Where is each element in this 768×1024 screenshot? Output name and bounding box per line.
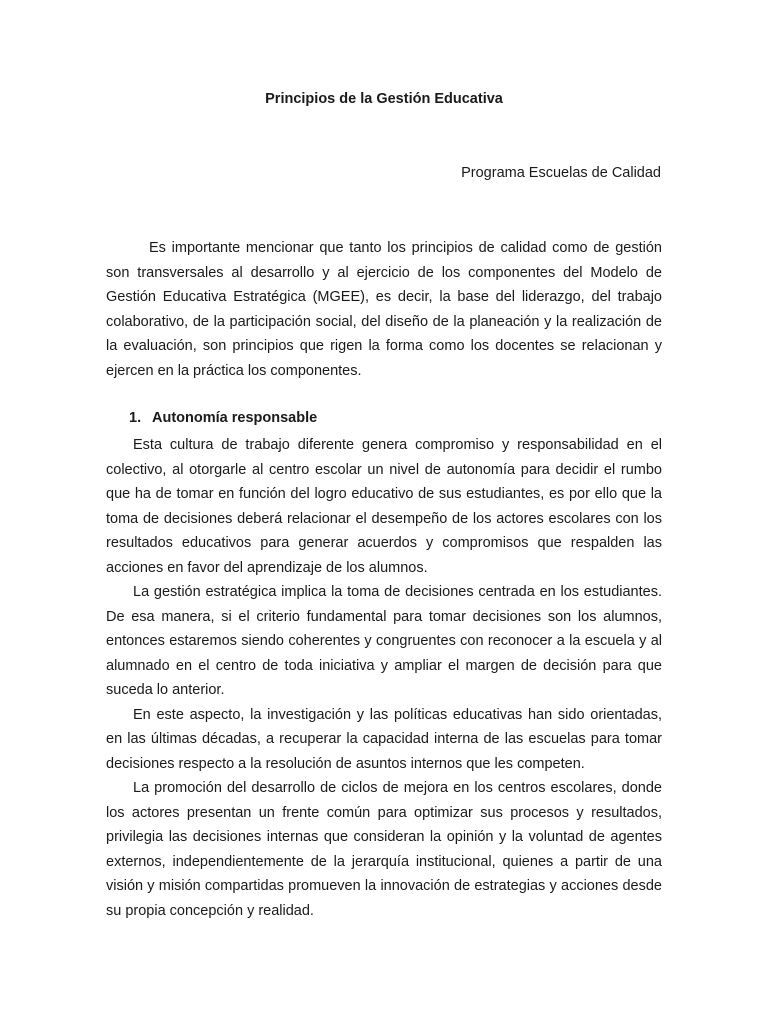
section-paragraph: En este aspecto, la investigación y las políticas educativas han sido orientadas, en las últimas décadas, a recuperar la capacidad interna de las escuelas para tomar decisiones respecto a la resolución de asuntos internos que les competen. <box>106 706 662 772</box>
section-heading <box>129 410 317 426</box>
document-title: Principios de la Gestión Educativa <box>265 91 503 107</box>
section-paragraph: La promoción del desarrollo de ciclos de mejora en los centros escolares, donde los actores presentan un frente común para optimizar sus procesos y resultados, privilegia las decisiones internas que consideran la opinión y la voluntad de agentes externos, independientemente de la jerarquía institucional, quienes a partir de una visión y misión compartidas promueven la innovación de estrategias y acciones desde su propia concepción y realidad. <box>106 780 662 919</box>
section-paragraph: La gestión estratégica implica la toma de decisiones centrada en los estudiantes. De esa manera, si el criterio fundamental para tomar decisiones son los alumnos, entonces estaremos siendo coherentes y congruentes con reconocer a la escuela y al alumnado en el centro de toda iniciativa y ampliar el margen de decisión para que suceda lo anterior. <box>106 584 662 698</box>
section-number: 1. <box>129 410 142 426</box>
section-body <box>106 433 662 923</box>
section-title: Autonomía responsable <box>152 410 318 426</box>
intro-paragraph: Es importante mencionar que tanto los principios de calidad como de gestión son transversales al desarrollo y al ejercicio de los componentes del Modelo de Gestión Educativa Estratégica (MGEE), es decir, la base del liderazgo, del trabajo colaborativo, de la participación social, del diseño de la planeación y la realización de la evaluación, son principios que rigen la forma como los docentes se relacionan y ejercen en la práctica los componentes. <box>106 240 662 379</box>
program-name: Programa Escuelas de Calidad <box>461 165 661 181</box>
section-paragraph: Esta cultura de trabajo diferente genera compromiso y responsabilidad en el colectivo, al otorgarle al centro escolar un nivel de autonomía para decidir el rumbo que ha de tomar en función del logro educativo de sus estudiantes, es por ello que la toma de decisiones deberá relacionar el desempeño de los actores escolares con los resultados educativos para generar acuerdos y compromisos que respalden las acciones en favor del aprendizaje de los alumnos. <box>106 437 662 576</box>
